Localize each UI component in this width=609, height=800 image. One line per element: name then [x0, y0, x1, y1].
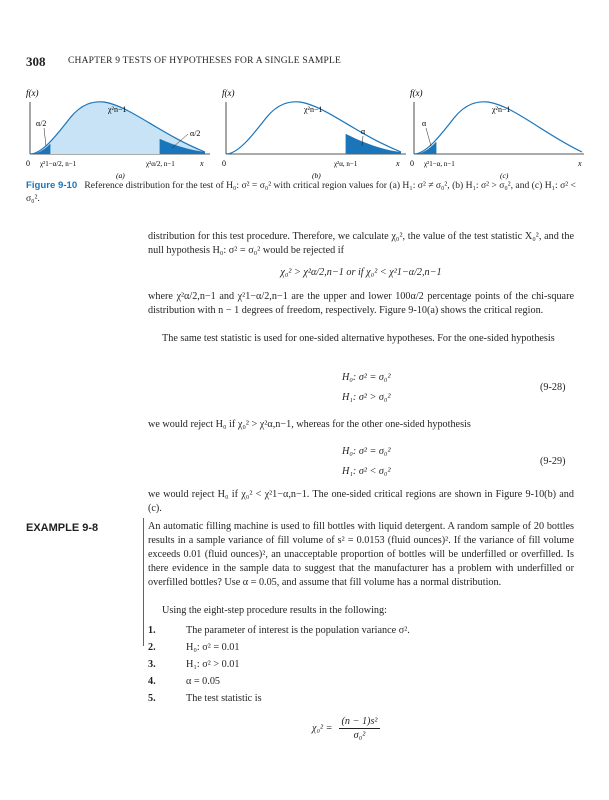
panel-b-tick-zero: 0: [222, 159, 226, 168]
panel-a-label: (a): [116, 171, 125, 180]
panel-a-tick-left: χ²1−α/2, n−1: [40, 160, 77, 168]
panel-b-x-label: x: [396, 159, 400, 168]
panel-c-tick-left: χ²1−α, n−1: [424, 160, 455, 168]
formula-denominator: σ₀²: [353, 730, 366, 741]
panel-b-tick-right: χ²α, n−1: [334, 160, 358, 168]
paragraph-1: distribution for this test procedure. Therefore, we calculate χ₀², the value of the test statistic X₀², and the null hypothesis H₀: σ² = σ₀² would be rejected if: [148, 231, 574, 256]
eq-9-29-number: (9-29): [540, 456, 566, 467]
panel-b-ylabel: f(x): [222, 88, 235, 98]
panel-b-label: (b): [312, 171, 321, 180]
formula-fraction: [339, 716, 381, 741]
page-number: 308: [26, 54, 46, 69]
step-text: The test statistic is: [186, 693, 262, 704]
paragraph-2: where χ²α/2,n−1 and χ²1−α/2,n−1 are the upper and lower 100α/2 percentage points of the chi-square distribution with n − 1 degrees of freedom, respectively. Figure 9-10(a) shows the critical region.: [148, 291, 574, 316]
step-number: 5.: [148, 693, 156, 704]
example-label: EXAMPLE 9-8: [26, 522, 99, 534]
example-rule: [143, 518, 144, 646]
eq-9-28-line-2: H₁: σ² > σ₀²: [342, 392, 391, 403]
figure-caption-text: Reference distribution for the test of H₀: σ² = σ₀² with critical region values for (a) H₁: σ² ≠ σ₀², (b) H₁: σ² > σ₀², and (c) H₁: σ² < σ₀².: [26, 180, 576, 204]
step-number: 4.: [148, 676, 156, 687]
step-number: 3.: [148, 659, 156, 670]
paragraph-3: The same test statistic is used for one-sided alternative hypotheses. For the one-sided hypothesis: [162, 333, 555, 344]
panel-c-left-tail-label: α: [422, 119, 427, 128]
panel-a-curve-label: χ²n−1: [108, 105, 127, 114]
panel-b-curve-label: χ²n−1: [304, 105, 323, 114]
panel-b: [222, 88, 406, 180]
step-number: 1.: [148, 625, 156, 636]
panel-a-x-label: x: [200, 159, 204, 168]
step-number: 2.: [148, 642, 156, 653]
chapter-title: CHAPTER 9 TESTS OF HYPOTHESES FOR A SINGLE SAMPLE: [68, 56, 342, 66]
figure-caption-label: Figure 9-10: [26, 180, 78, 191]
panel-c-curve-label: χ²n−1: [492, 105, 511, 114]
eq-9-28-number: (9-28): [540, 382, 566, 393]
formula-numerator: (n − 1)s²: [341, 716, 378, 727]
panel-c-tick-zero: 0: [410, 159, 414, 168]
panel-a-tick-right: χ²α/2, n−1: [146, 160, 175, 168]
figure-9-10: [20, 84, 590, 180]
panel-c-label: (c): [500, 171, 509, 180]
panel-a-left-tail-label: α/2: [36, 119, 47, 128]
panel-c-x-label: x: [578, 159, 582, 168]
panel-b-right-tail: [346, 134, 401, 154]
step-list: [148, 622, 568, 707]
example-intro: Using the eight-step procedure results in the following:: [162, 605, 387, 616]
panel-a-right-tail-label: α/2: [190, 129, 201, 138]
panel-a-tick-zero: 0: [26, 159, 30, 168]
panel-a: [26, 88, 210, 180]
figure-caption: [26, 179, 591, 205]
panel-c-ylabel: f(x): [410, 88, 423, 98]
step-3: [148, 656, 568, 673]
step-text: The parameter of interest is the population variance σ².: [186, 625, 410, 636]
eq-9-28-line-1: H₀: σ² = σ₀²: [342, 372, 391, 383]
formula-lhs: χ₀² =: [312, 723, 333, 734]
step-text: α = 0.05: [186, 676, 221, 687]
step-1: [148, 622, 568, 639]
step-4: [148, 673, 568, 690]
example-text: An automatic filling machine is used to fill bottles with liquid detergent. A random sample of 20 bottles results in a sample variance of fill volume of s² = 0.0153 (fluid ounces)². If the variance of fill volume exceeds 0.01 (fluid ounces)², an unacceptable proportion of bottles will be underfilled or overfilled. Is there evidence in the sample data to suggest that the manufacturer has a problem with underfilled or overfilled bottles? Use α = 0.05, and assume that fill volume has a normal distribution.: [148, 521, 574, 588]
equation-reject-region: χ₀² > χ²α/2,n−1 or if χ₀² < χ²1−α/2,n−1: [280, 267, 442, 278]
paragraph-5: we would reject H₀ if χ₀² < χ²1−α,n−1. The one-sided critical regions are shown in Figure 9-10(b) and (c).: [148, 489, 574, 514]
test-statistic-formula: [312, 716, 380, 741]
eq-9-29-line-1: H₀: σ² = σ₀²: [342, 446, 391, 457]
paragraph-4: we would reject H₀ if χ₀² > χ²α,n−1, whereas for the other one-sided hypothesis: [148, 419, 471, 430]
panel-b-right-tail-label: α: [361, 127, 366, 136]
eq-9-29-line-2: H₁: σ² < σ₀²: [342, 466, 391, 477]
step-text: H₁: σ² > 0.01: [186, 659, 240, 670]
step-2: [148, 639, 568, 656]
panel-a-ylabel: f(x): [26, 88, 39, 98]
step-text: H₀: σ² = 0.01: [186, 642, 240, 653]
panel-c: [410, 88, 584, 180]
step-5: [148, 690, 568, 707]
